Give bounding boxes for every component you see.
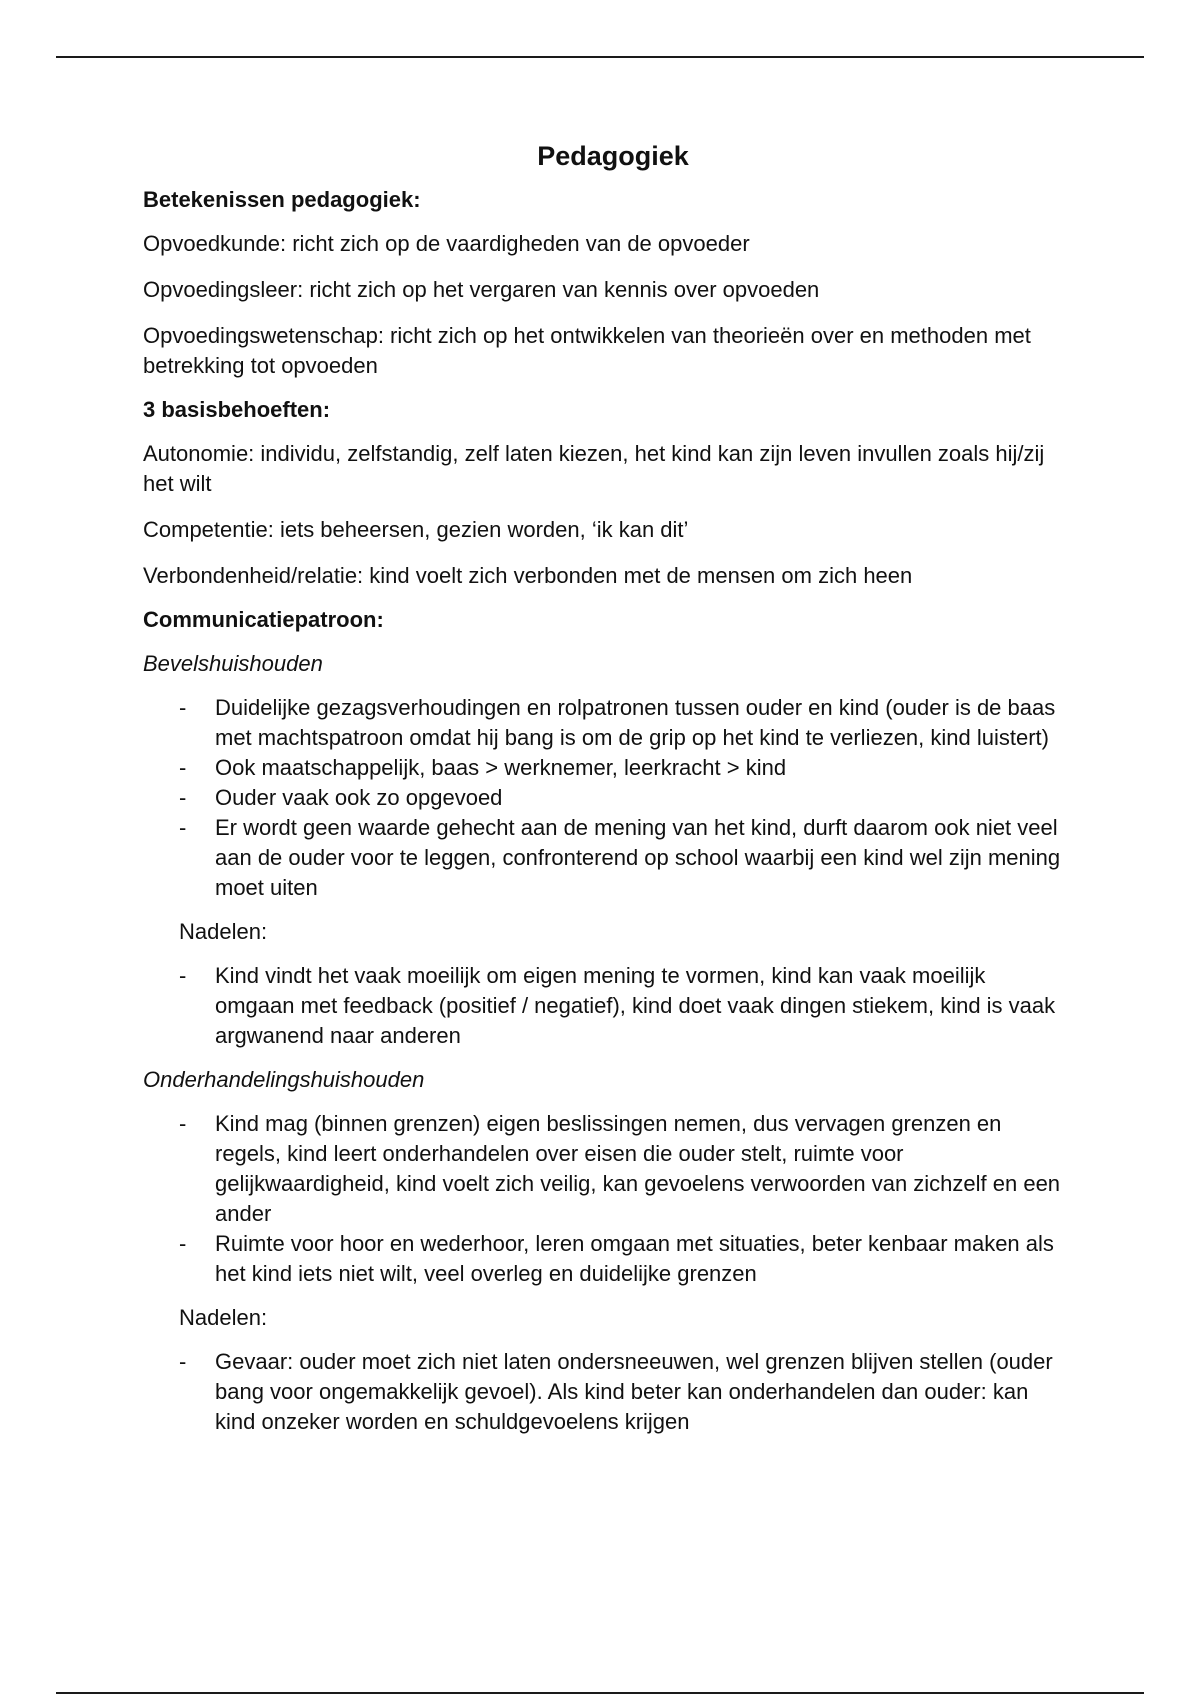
list-item-text: Ook maatschappelijk, baas > werknemer, leerkracht > kind xyxy=(215,755,787,780)
bullet-dash: - xyxy=(179,1349,187,1374)
bullet-list-bevelshuishouden xyxy=(143,693,1063,903)
list-item-text: Ouder vaak ook zo opgevoed xyxy=(215,785,503,810)
bullet-dash: - xyxy=(179,1111,187,1136)
list-item xyxy=(179,753,1063,783)
subheading-onderhandelingshuishouden: Onderhandelingshuishouden xyxy=(143,1067,425,1092)
heading-communicatiepatroon: Communicatiepatroon: xyxy=(143,607,384,632)
subheading-bevelshuishouden: Bevelshuishouden xyxy=(143,651,323,676)
nadelen-label-onderhandeling: Nadelen: xyxy=(179,1305,268,1330)
bottom-rule xyxy=(56,1692,1144,1694)
paragraph-opvoedkunde: Opvoedkunde: richt zich op de vaardigheden van de opvoeder xyxy=(143,231,750,256)
heading-basisbehoeften: 3 basisbehoeften: xyxy=(143,397,331,422)
top-rule xyxy=(56,56,1144,58)
heading-betekenissen: Betekenissen pedagogiek: xyxy=(143,187,421,212)
bullet-list-nadelen-onderhandeling xyxy=(143,1347,1063,1437)
list-item xyxy=(179,783,1063,813)
bullet-list-nadelen-bevel xyxy=(143,961,1063,1051)
list-item xyxy=(179,813,1063,903)
nadelen-label-bevel: Nadelen: xyxy=(179,919,268,944)
bullet-dash: - xyxy=(179,755,187,780)
list-item-text: Ruimte voor hoor en wederhoor, leren omgaan met situaties, beter kenbaar maken als het kind iets niet wilt, veel overleg en duidelijke grenzen xyxy=(215,1231,1054,1286)
list-item-text: Kind mag (binnen grenzen) eigen beslissingen nemen, dus vervagen grenzen en regels, kind leert onderhandelen over eisen die ouder stelt, ruimte voor gelijkwaardigheid, kind voelt zich veilig, kan gevoelens verwoorden van zichzelf en een ander xyxy=(215,1111,1061,1226)
paragraph-opvoedingswetenschap: Opvoedingswetenschap: richt zich op het ontwikkelen van theorieën over en methoden met betrekking tot opvoeden xyxy=(143,323,1031,378)
list-item xyxy=(179,961,1063,1051)
list-item-text: Kind vindt het vaak moeilijk om eigen mening te vormen, kind kan vaak moeilijk omgaan met feedback (positief / negatief), kind doet vaak dingen stiekem, kind is vaak argwanend naar anderen xyxy=(215,963,1056,1048)
bullet-dash: - xyxy=(179,815,187,840)
page-title: Pedagogiek xyxy=(537,141,689,171)
bullet-dash: - xyxy=(179,785,187,810)
document-body xyxy=(143,139,1063,1451)
list-item-text: Er wordt geen waarde gehecht aan de mening van het kind, durft daarom ook niet veel aan de ouder voor te leggen, confronterend op school waarbij een kind wel zijn mening moet uiten xyxy=(215,815,1061,900)
paragraph-verbondenheid: Verbondenheid/relatie: kind voelt zich verbonden met de mensen om zich heen xyxy=(143,563,913,588)
list-item xyxy=(179,1109,1063,1229)
bullet-list-onderhandelingshuishouden xyxy=(143,1109,1063,1289)
list-item-text: Duidelijke gezagsverhoudingen en rolpatronen tussen ouder en kind (ouder is de baas met machtspatroon omdat hij bang is om de grip op het kind te verliezen, kind luistert) xyxy=(215,695,1056,750)
list-item-text: Gevaar: ouder moet zich niet laten ondersneeuwen, wel grenzen blijven stellen (ouder bang voor ongemakkelijk gevoel). Als kind beter kan onderhandelen dan ouder: kan kind onzeker worden en schuldgevoelens krijgen xyxy=(215,1349,1053,1434)
list-item xyxy=(179,1347,1063,1437)
list-item xyxy=(179,1229,1063,1289)
paragraph-autonomie: Autonomie: individu, zelfstandig, zelf laten kiezen, het kind kan zijn leven invullen zoals hij/zij het wilt xyxy=(143,441,1045,496)
bullet-dash: - xyxy=(179,1231,187,1256)
bullet-dash: - xyxy=(179,695,187,720)
list-item xyxy=(179,693,1063,753)
paragraph-competentie: Competentie: iets beheersen, gezien worden, ‘ik kan dit’ xyxy=(143,517,689,542)
bullet-dash: - xyxy=(179,963,187,988)
paragraph-opvoedingsleer: Opvoedingsleer: richt zich op het vergaren van kennis over opvoeden xyxy=(143,277,820,302)
